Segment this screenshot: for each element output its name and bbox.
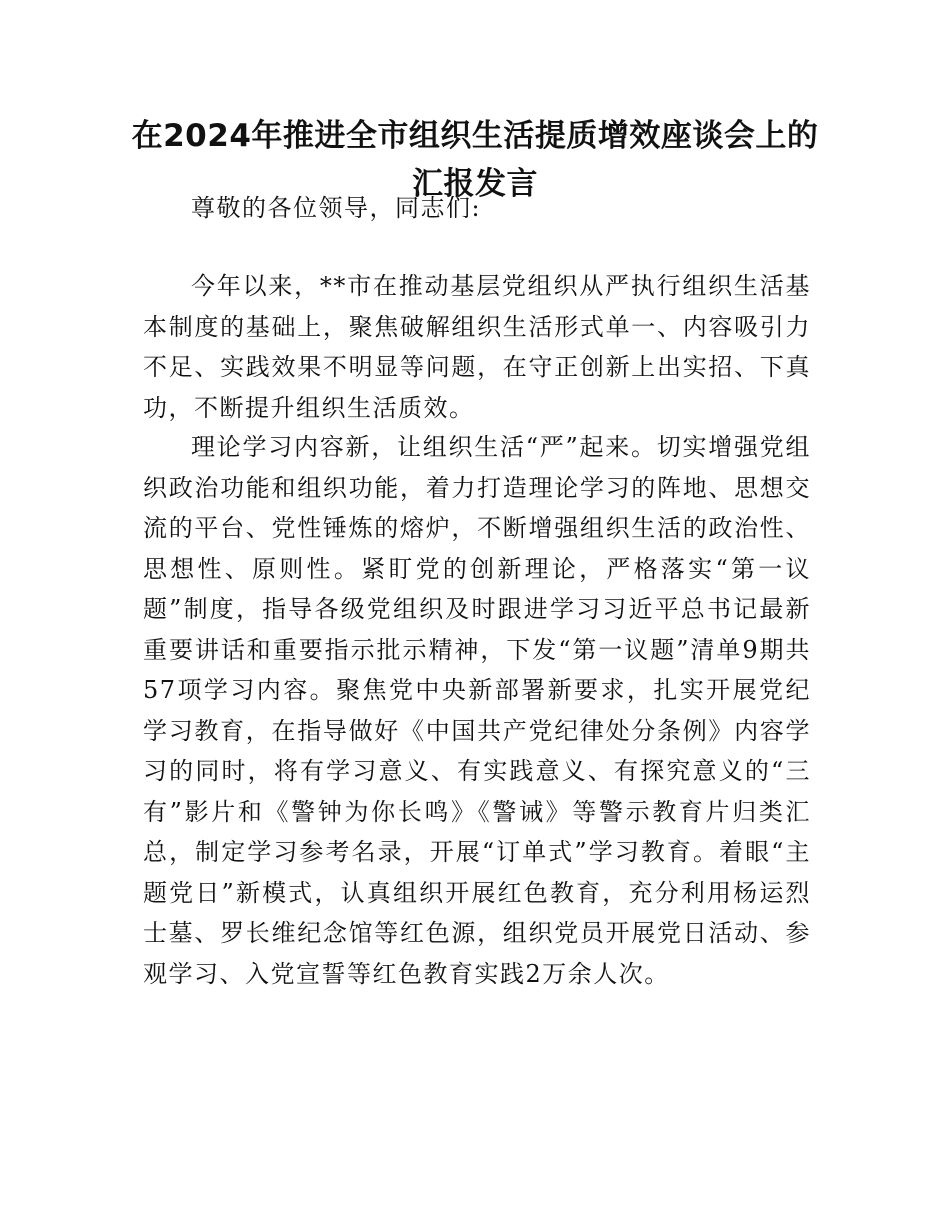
- salutation: 尊敬的各位领导，同志们:: [191, 194, 482, 222]
- document-title: 在2024年推进全市组织生活提质增效座谈会上的汇报发言: [131, 118, 819, 202]
- paragraph-theory-study: 理论学习内容新，让组织生活“严”起来。切实增强党组织政治功能和组织功能，着力打造理论学习的阵地、思想交流的平台、党性锤炼的熔炉，不断增强组织生活的政治性、思想性、原则性。紧盯党的创新理论，严格落实“第一议题”制度，指导各级党组织及时跟进学习习近平总书记最新重要讲话和重要指示批示精神，下发“第一议题”清单9期共57项学习内容。聚焦党中央新部署新要求，扎实开展党纪学习教育，在指导做好《中国共产党纪律处分条例》内容学习的同时，将有学习意义、有实践意义、有探究意义的“三有”影片和《警钟为你长鸣》《警诫》等警示教育片归类汇总，制定学习参考名录，开展“订单式”学习教育。着眼“主题党日”新模式，认真组织开展红色教育，充分利用杨运烈士墓、罗长维纪念馆等红色源，组织党员开展党日活动、参观学习、入党宣誓等红色教育实践2万余人次。: [143, 433, 811, 988]
- paragraph-intro: 今年以来，**市在推动基层党组织从严执行组织生活基本制度的基础上，聚焦破解组织生活形式单一、内容吸引力不足、实践效果不明显等问题，在守正创新上出实招、下真功，不断提升组织生活质效。: [143, 272, 811, 422]
